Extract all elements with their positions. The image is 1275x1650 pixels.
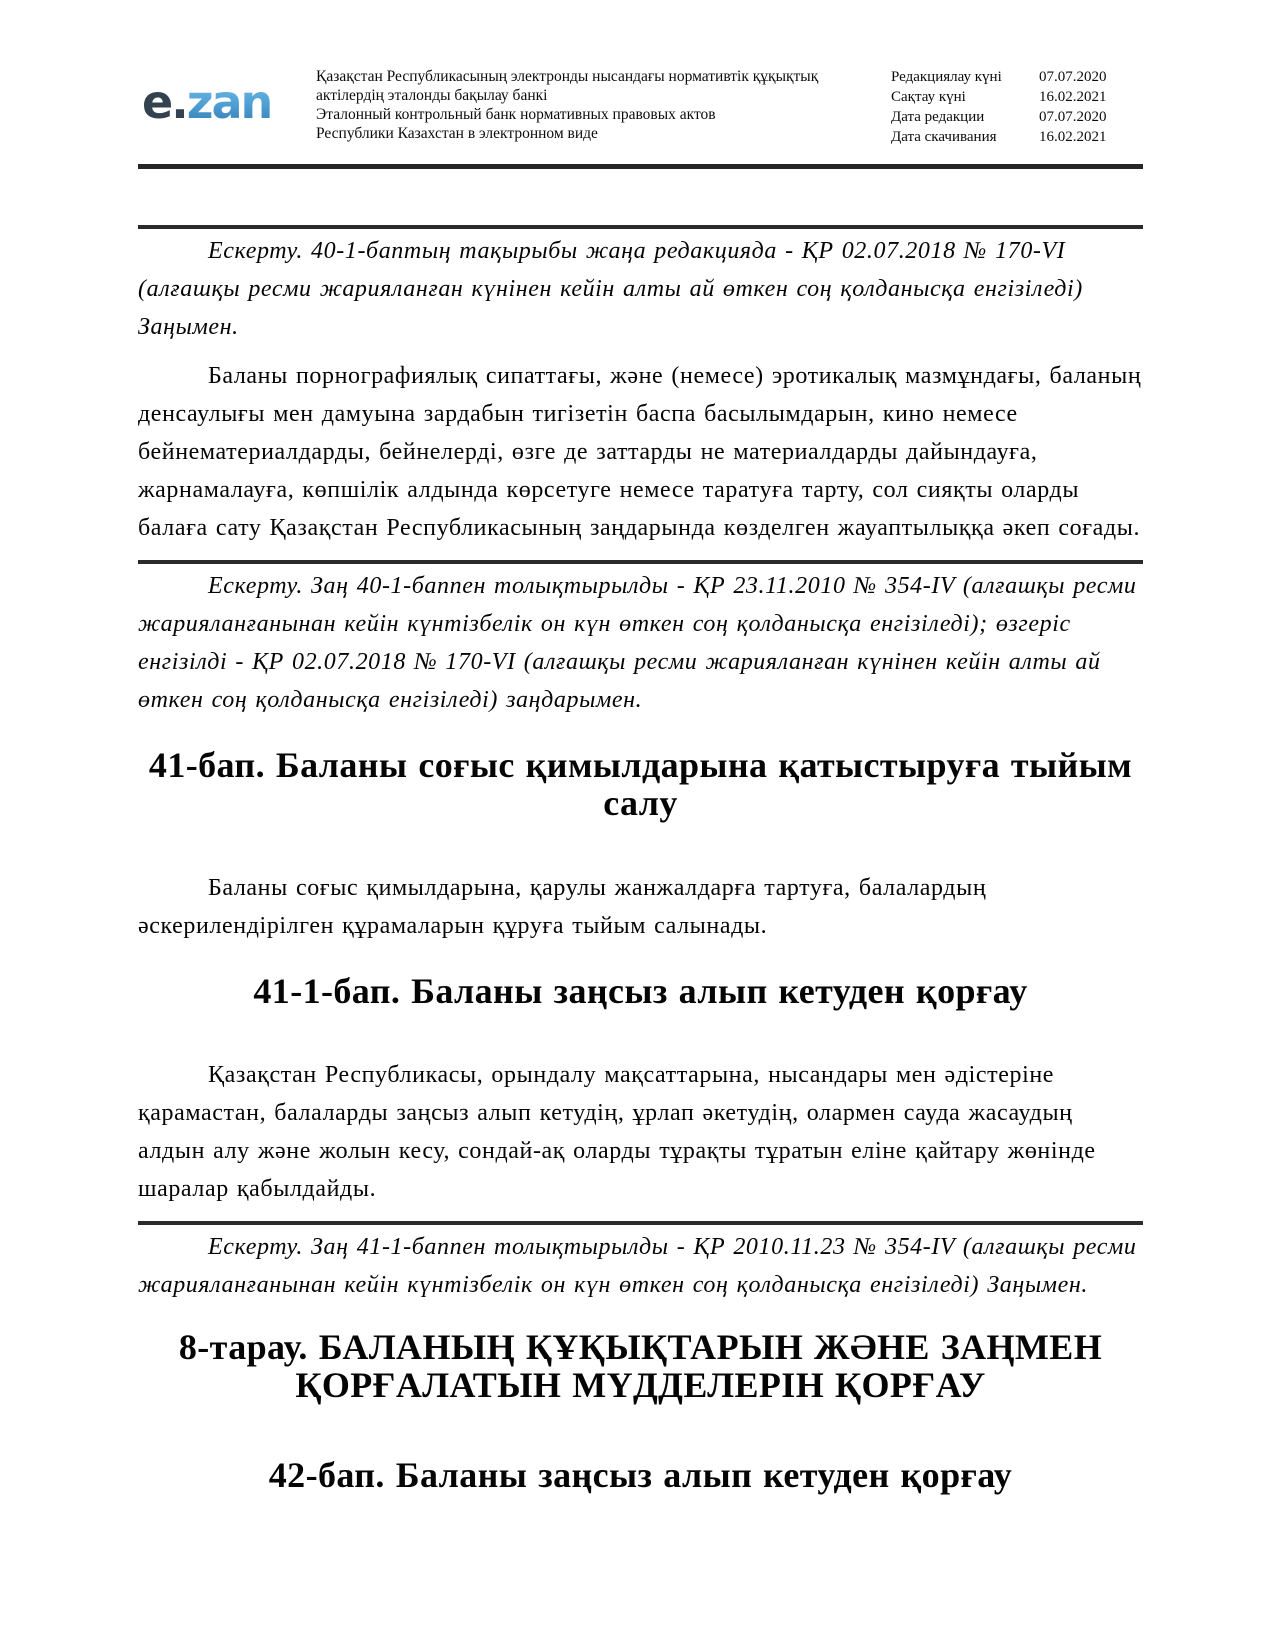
document-body — [138, 225, 1143, 1494]
article-40-1-text: Баланы порнографиялық сипаттағы, және (немесе) эротикалық мазмұндағы, баланың денсаулығы мен дамуына зардабын тигізетін баспа басылымдарын, кино немесе бейнематериалдарды, бейнелерді, өзге де заттарды не материалдарды дайындауға, жарнамалауға, көпшілік алдында көрсетуге немесе таратуға тарту, сол сияқты оларды балаға сату Қазақстан Республикасының заңдарында көзделген жауаптылыққа әкеп соғады. — [138, 363, 1142, 541]
date-row-edit-kk — [891, 67, 1119, 87]
date-label: Сақтау күні — [891, 89, 966, 105]
logo-part-dark: e. — [142, 75, 187, 129]
date-value: 16.02.2021 — [1039, 89, 1107, 105]
org-line-ru-2: Республики Казахстан в электронном виде — [316, 125, 598, 142]
page-header — [138, 57, 1143, 157]
amendment-note-40-1-title: Ескерту. 40-1-баптың тақырыбы жаңа редакцияда - ҚР 02.07.2018 № 170-VI (алғашқы ресми жарияланған күнінен кейін алты ай өткен соң қолданысқа енгізіледі) Заңымен. — [138, 238, 1083, 340]
org-line-kk-2: актілердің эталонды бақылау банкі — [316, 87, 548, 104]
date-row-download-ru — [891, 127, 1119, 147]
article-42-heading: 42-бап. Баланы заңсыз алып кетуден қорғау — [268, 1455, 1013, 1495]
chapter-8-heading: 8-тарау. БАЛАНЫҢ ҚҰҚЫҚТАРЫН ЖӘНЕ ЗАҢМЕН ҚОРҒАЛАТЫН МҮДДЕЛЕРІН ҚОРҒАУ — [178, 1327, 1103, 1405]
date-value: 07.07.2020 — [1039, 69, 1107, 85]
header-divider — [138, 164, 1143, 169]
date-row-save-kk — [891, 87, 1119, 107]
section-divider — [138, 1221, 1143, 1225]
dates-table — [891, 57, 1143, 147]
date-row-edit-ru — [891, 107, 1119, 127]
article-41-heading: 41-бап. Баланы соғыс қимылдарына қатыстыруға тыйым салу — [148, 745, 1133, 823]
date-label: Дата редакции — [891, 109, 985, 125]
amendment-note-41-1: Ескерту. Заң 41-1-баппен толықтырылды - ҚР 2010.11.23 № 354-IV (алғашқы ресми жарияланғанынан кейін күнтізбелік он күн өткен соң қолданысқа енгізіледі) Заңымен. — [138, 1234, 1137, 1298]
date-value: 16.02.2021 — [1039, 129, 1107, 145]
amendment-note-40-1: Ескерту. Заң 40-1-баппен толықтырылды - ҚР 23.11.2010 № 354-IV (алғашқы ресми жарияланғанынан кейін күнтізбелік он күн өткен соң қолданысқа енгізіледі); өзгеріс енгізілді - ҚР 02.07.2018 № 170-VI (алғашқы ресми жарияланған күнінен кейін алты ай өткен соң қолданысқа енгізіледі) заңдарымен. — [138, 573, 1137, 713]
date-label: Редакциялау күні — [891, 69, 1002, 85]
article-41-1-text: Қазақстан Республикасы, орындалу мақсаттарына, нысандары мен әдістеріне қарамастан, балаларды заңсыз алып кетудің, ұрлап әкетудің, олармен сауда жасаудың алдын алу және жолын кесу, сондай-ақ оларды тұрақты тұратын еліне қайтару жөнінде шаралар қабылдайды. — [138, 1062, 1096, 1202]
section-divider — [138, 560, 1143, 564]
date-value: 07.07.2020 — [1039, 109, 1107, 125]
logo-part-blue: zan — [186, 75, 272, 129]
section-divider — [138, 225, 1143, 229]
date-label: Дата скачивания — [891, 129, 997, 145]
article-41-1-heading: 41-1-бап. Баланы заңсыз алып кетуден қорғау — [253, 971, 1028, 1011]
ezan-logo — [138, 57, 316, 147]
org-line-kk-1: Қазақстан Республикасының электронды нысандағы нормативтік құқықтық — [316, 68, 819, 85]
org-line-ru-1: Эталонный контрольный банк нормативных правовых актов — [316, 106, 716, 123]
article-41-text: Баланы соғыс қимылдарына, қарулы жанжалдарға тартуға, балалардың әскерилендірілген құрамаларын құруға тыйым салынады. — [138, 875, 987, 939]
organization-title — [316, 57, 891, 143]
